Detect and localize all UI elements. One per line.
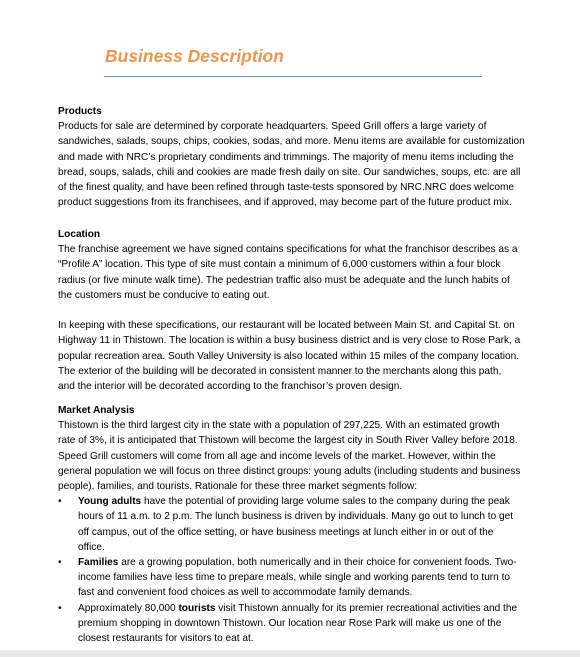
bullet-lead: tourists (178, 602, 216, 614)
bullet-text: income families have less time to prepare meals, while single and working parents tend to turn to (78, 572, 511, 584)
market-line: general population we will focus on three distinct groups: young adults (including students and business (58, 465, 521, 477)
bullet-text: have the potential of providing large volume sales to the company during the peak (141, 496, 510, 508)
page-bottom-edge (0, 650, 580, 657)
products-section (58, 104, 533, 210)
location-section (58, 227, 533, 394)
document-title: Business Description (105, 46, 284, 66)
products-line: Products for sale are determined by corporate headquarters. Speed Grill offers a large variety of (58, 121, 487, 133)
bullet-text: premium shopping in downtown Thistown. Our location near Rose Park will make us one of the (78, 617, 502, 629)
location-line: The franchise agreement we have signed contains specifications for what the franchisor describes as a (58, 244, 518, 256)
bullet-lead: Families (78, 557, 119, 569)
bullet-text: off campus, out of the office setting, or have business meetings at lunch either in or out of the (78, 526, 494, 538)
products-line: product suggestions from its franchisees, and if approved, may become part of the future product mix. (58, 197, 512, 209)
market-line: Thistown is the third largest city in the state with a population of 297,225. With an estimated growth (58, 420, 500, 432)
bullet-tourists (58, 601, 533, 647)
market-line: rate of 3%, it is anticipated that Thistown will become the largest city in South River Valley before 2018. (58, 435, 518, 447)
bullet-families (58, 555, 533, 601)
products-line: bread, soups, salads, chili and cookies are made fresh daily on site. Our sandwiches, soups, etc. are all (58, 166, 521, 178)
location-line: radius (or five minute walk time). The pedestrian traffic also must be adequate and the lunch habits of (58, 274, 510, 286)
bullet-text: closest restaurants for visitors to eat at. (78, 633, 254, 645)
products-line: and made with NRC’s proprietary condiments and trimmings. The majority of menu items including the (58, 151, 514, 163)
market-section (58, 403, 533, 646)
location-line: The exterior of the building will be decorated in consistent manner to the merchants along this path, (58, 365, 502, 377)
location-line: “Profile A” location. This type of site must contain a minimum of 6,000 customers within a four block (58, 259, 501, 271)
products-line: of the finest quality, and have been refined through taste-tests sponsored by NRC.NRC does welcome (58, 182, 514, 194)
location-line: and the interior will be decorated according to the franchisor’s proven design. (58, 381, 403, 393)
bullet-icon: • (58, 496, 62, 508)
location-heading: Location (58, 229, 101, 240)
title-underline (104, 76, 482, 77)
bullet-icon: • (58, 602, 62, 614)
bullet-lead: Young adults (78, 496, 142, 508)
bullet-text: visit Thistown annually for its premier recreational activities and the (215, 602, 518, 614)
location-line: In keeping with these specifications, our restaurant will be located between Main St. and Capital St. on (58, 320, 515, 332)
products-heading: Products (58, 106, 102, 117)
products-line: sandwiches, salads, soups, chips, cookies, sodas, and more. Menu items are available for customization (58, 136, 525, 148)
location-line: popular recreation area. South Valley University is also located within 15 miles of the company location. (58, 350, 520, 362)
location-line: the customers must be conducive to eating out. (58, 289, 270, 301)
bullet-text: fast and convenient food choices as well to accommodate family demands. (78, 587, 413, 599)
location-line: Highway 11 in Thistown. The location is within a busy business district and is very close to Rose Park, a (58, 335, 521, 347)
bullet-text: are a growing population, both numerically and in their choice for convenient foods. Two- (118, 557, 517, 569)
bullet-text: office. (78, 541, 105, 553)
bullet-icon: • (58, 557, 62, 569)
bullet-text: hours of 11 a.m. to 2 p.m. The lunch business is driven by individuals. Many go out to lunch to get (78, 511, 514, 523)
market-line: people), families, and tourists. Rationale for these three market segments follow: (58, 481, 418, 493)
market-line: Speed Grill customers will come from all age and income levels of the market. However, within the (58, 450, 496, 462)
bullet-young-adults (58, 494, 533, 555)
bullet-text: Approximately 80,000 (78, 602, 179, 614)
market-heading: Market Analysis (58, 405, 135, 416)
